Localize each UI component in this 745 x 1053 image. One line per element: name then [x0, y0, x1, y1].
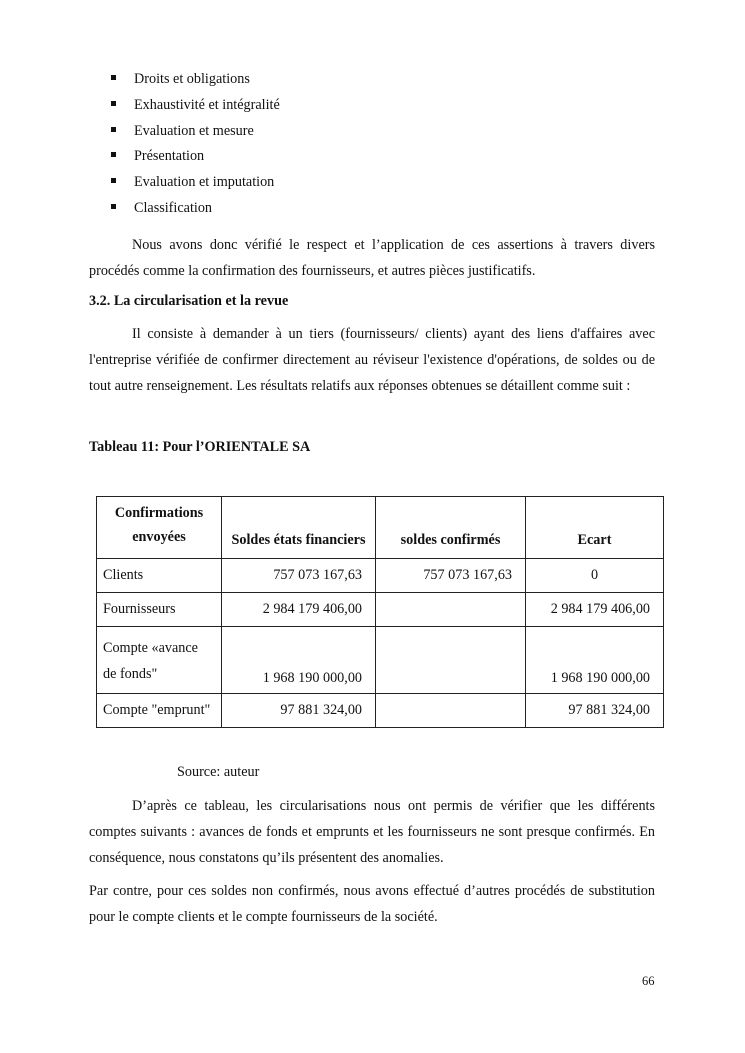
- square-bullet-icon: [111, 101, 116, 106]
- confirmations-table: [96, 496, 664, 728]
- ecart-cell: 1 968 190 000,00: [526, 627, 664, 694]
- paragraph-analysis: D’après ce tableau, les circularisations nous ont permis de vérifier que les différents comptes suivants : avances de fonds et emprunts et les fournisseurs ne sont presque confirmés. En conséquence, nous constatons qu’ils présentent des anomalies.: [89, 798, 655, 866]
- row-label: Compte «avance de fonds": [97, 627, 222, 694]
- header-confirmations-envoyees: Confirmations envoyées: [97, 497, 222, 559]
- header-ecart: Ecart: [526, 497, 664, 559]
- header-soldes-confirmes: soldes confirmés: [376, 497, 526, 559]
- bullet-item: Droits et obligations: [108, 69, 280, 95]
- bullet-item: Exhaustivité et intégralité: [108, 95, 280, 121]
- soldes-confirmes-cell: 757 073 167,63: [376, 559, 526, 593]
- soldes-confirmes-cell: [376, 627, 526, 694]
- soldes-etats-financiers-cell: 97 881 324,00: [222, 694, 376, 728]
- square-bullet-icon: [111, 204, 116, 209]
- header-soldes-etats-financiers: Soldes états financiers: [222, 497, 376, 559]
- square-bullet-icon: [111, 178, 116, 183]
- soldes-etats-financiers-cell: 2 984 179 406,00: [222, 593, 376, 627]
- bullet-item: Evaluation et imputation: [108, 172, 280, 198]
- row-label: Fournisseurs: [97, 593, 222, 627]
- row-label: Clients: [97, 559, 222, 593]
- table-header-row: [97, 497, 664, 559]
- square-bullet-icon: [111, 152, 116, 157]
- square-bullet-icon: [111, 75, 116, 80]
- bullet-item: Evaluation et mesure: [108, 121, 280, 147]
- paragraph-circularisation: Il consiste à demander à un tiers (fournisseurs/ clients) ayant des liens d'affaires avec l'entreprise vérifiée de confirmer directement au réviseur l'existence d'opérations, de soldes ou de tout autre renseignement. Les résultats relatifs aux réponses obtenues se détaillent comme suit :: [89, 326, 655, 394]
- square-bullet-icon: [111, 127, 116, 132]
- paragraph-substitution: Par contre, pour ces soldes non confirmés, nous avons effectué d’autres procédés de substitution pour le compte clients et le compte fournisseurs de la société.: [89, 883, 655, 925]
- bullet-item: Présentation: [108, 146, 280, 172]
- row-label: Compte "emprunt": [97, 694, 222, 728]
- ecart-cell: 97 881 324,00: [526, 694, 664, 728]
- paragraph-assertions: Nous avons donc vérifié le respect et l’application de ces assertions à travers divers procédés comme la confirmation des fournisseurs, et autres pièces justificatifs.: [89, 237, 655, 279]
- soldes-confirmes-cell: [376, 593, 526, 627]
- table-row: [97, 627, 664, 694]
- soldes-etats-financiers-cell: 757 073 167,63: [222, 559, 376, 593]
- ecart-cell: 0: [526, 559, 664, 593]
- assertion-bullet-list: [108, 69, 280, 224]
- table-source: Source: auteur: [177, 764, 260, 780]
- table-caption: Tableau 11: Pour l’ORIENTALE SA: [89, 439, 311, 455]
- table-row: [97, 694, 664, 728]
- bullet-item: Classification: [108, 198, 280, 224]
- table-row: [97, 593, 664, 627]
- soldes-confirmes-cell: [376, 694, 526, 728]
- ecart-cell: 2 984 179 406,00: [526, 593, 664, 627]
- table-row: [97, 559, 664, 593]
- page-number: 66: [642, 974, 655, 988]
- soldes-etats-financiers-cell: 1 968 190 000,00: [222, 627, 376, 694]
- section-heading: 3.2. La circularisation et la revue: [89, 293, 289, 309]
